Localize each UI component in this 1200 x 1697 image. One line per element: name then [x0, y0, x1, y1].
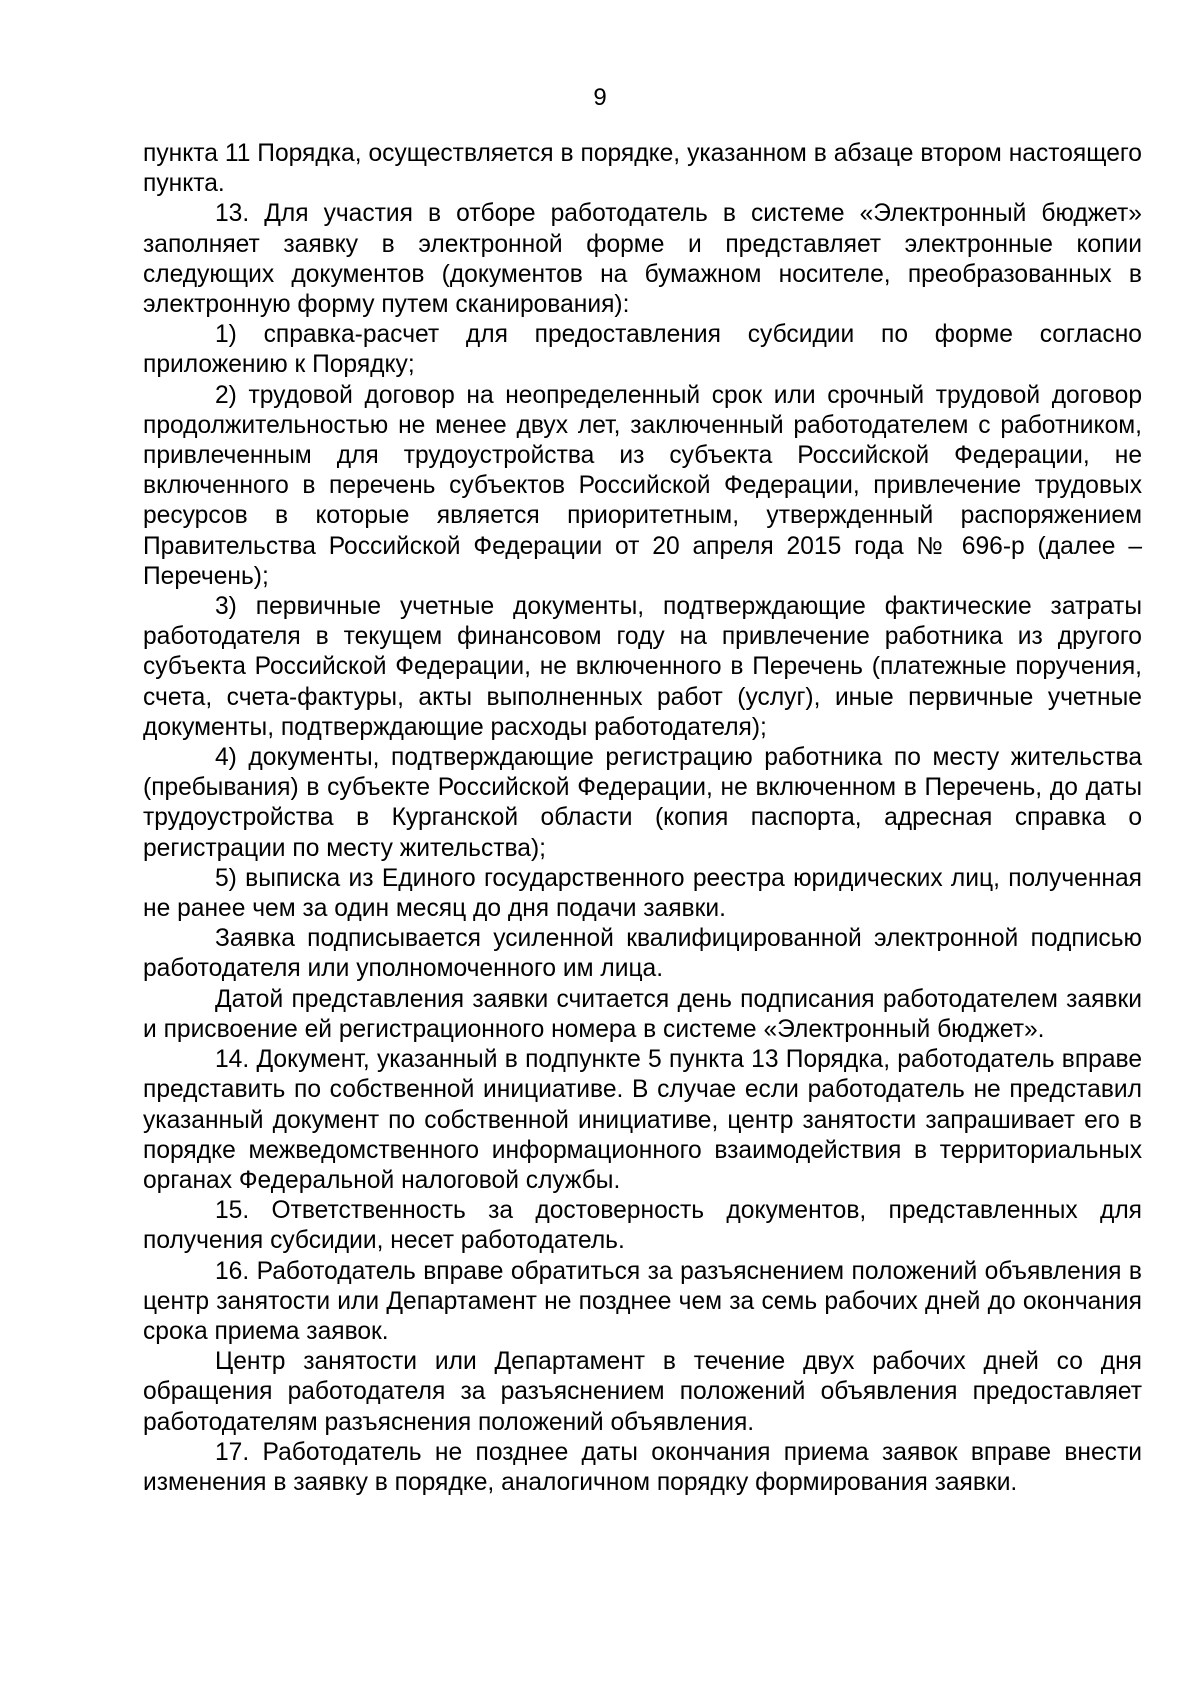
- paragraph-subitem-3: 3) первичные учетные документы, подтверждающие фактические затраты работодателя в текущем финансовом году на привлечение работника из другого субъекта Российской Федерации, не включенного в Перечень (платежные поручения, счета, счета-фактуры, акты выполненных работ (услуг), иные первичные учетные документы, подтверждающие расходы работодателя);: [143, 593, 1142, 741]
- paragraph-subitem-2: 2) трудовой договор на неопределенный срок или срочный трудовой договор продолжительностью не менее двух лет, заключенный работодателем с работником, привлеченным для трудоустройства из субъекта Российской Федерации, не включенного в перечень субъектов Российской Федерации, привлечение трудовых ресурсов в которые является приоритетным, утвержденный распоряжением Правительства Российской Федерации от 20 апреля 2015 года № 696-р (далее – Перечень);: [143, 381, 1142, 590]
- paragraph-subitem-4: 4) документы, подтверждающие регистрацию работника по месту жительства (пребывания) в субъекте Российской Федерации, не включенном в Перечень, до даты трудоустройства в Курганской области (копия паспорта, адресная справка о регистрации по месту жительства);: [143, 744, 1142, 862]
- paragraph-item-16: 16. Работодатель вправе обратиться за разъяснением положений объявления в центр занятости или Департамент не позднее чем за семь рабочих дней до окончания срока приема заявок.: [143, 1257, 1142, 1345]
- paragraph-item-13: 13. Для участия в отборе работодатель в системе «Электронный бюджет» заполняет заявку в электронной форме и представляет электронные копии следующих документов (документов на бумажном носителе, преобразованных в электронную форму путем сканирования):: [143, 200, 1142, 319]
- document-body: [143, 139, 1142, 1498]
- page-number: 9: [593, 84, 607, 111]
- paragraph-item-14: 14. Документ, указанный в подпункте 5 пункта 13 Порядка, работодатель вправе представить по собственной инициативе. В случае если работодатель не представил указанный документ по собственной инициативе, центр занятости запрашивает его в порядке межведомственного информационного взаимодействия в территориальных органах Федеральной налоговой службы.: [143, 1046, 1142, 1194]
- paragraph-item-17: 17. Работодатель не позднее даты окончания приема заявок вправе внести изменения в заявку в порядке, аналогичном порядку формирования заявки.: [143, 1438, 1142, 1496]
- paragraph-signature: Заявка подписывается усиленной квалифицированной электронной подписью работодателя или уполномоченного им лица.: [143, 925, 1142, 983]
- paragraph-item-15: 15. Ответственность за достоверность документов, представленных для получения субсидии, несет работодатель.: [143, 1197, 1142, 1255]
- paragraph-subitem-5: 5) выписка из Единого государственного реестра юридических лиц, полученная не ранее чем за один месяц до дня подачи заявки.: [143, 864, 1142, 923]
- paragraph-clarification: Центр занятости или Департамент в течение двух рабочих дней со дня обращения работодателя за разъяснением положений объявления предоставляет работодателям разъяснения положений объявления.: [143, 1348, 1142, 1436]
- paragraph-continuation: пункта 11 Порядка, осуществляется в порядке, указанном в абзаце втором настоящего пункта.: [143, 140, 1142, 198]
- paragraph-subitem-1: 1) справка-расчет для предоставления субсидии по форме согласно приложению к Порядку;: [143, 321, 1142, 379]
- paragraph-submission-date: Датой представления заявки считается день подписания работодателем заявки и присвоение ей регистрационного номера в системе «Электронный бюджет».: [143, 985, 1142, 1043]
